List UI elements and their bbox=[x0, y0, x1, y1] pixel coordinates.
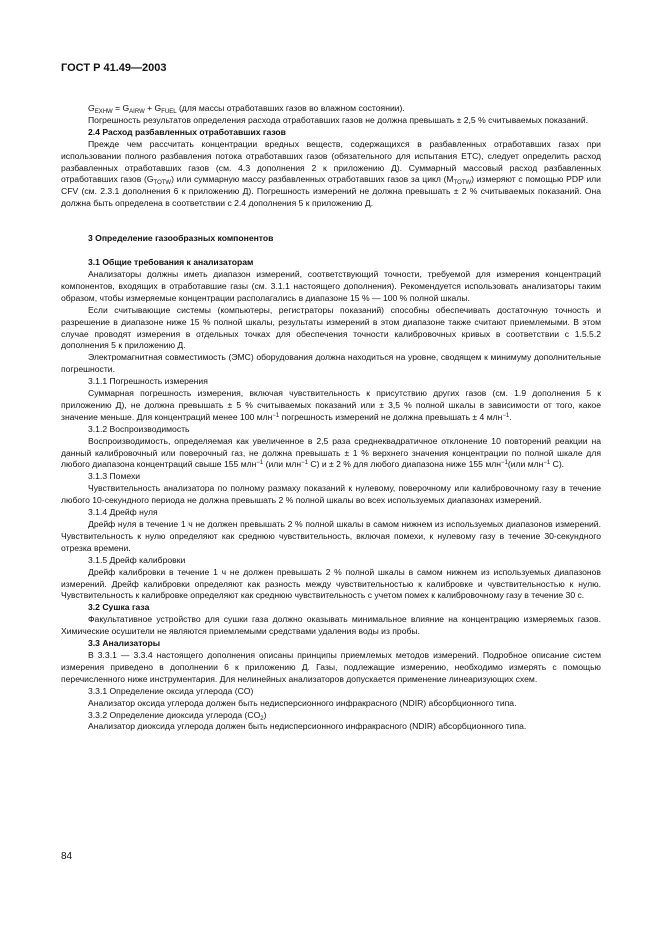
section-3-1-2-heading: 3.1.2 Воспроизводимость bbox=[88, 423, 190, 434]
section-3-3-text: В 3.3.1 — 3.3.4 настоящего дополнения описаны принципы приемлемых методов измерений. Подробное описание систем измерения приведено в дополнении 6 к приложению Д. Газы, подлежащие измерению, необходимо измерять с помощью перечисленного ниже инструментария. Для нелинейных анализаторов допускается применение линеаризующих схем. bbox=[61, 649, 601, 684]
exhaust-flow-formula: $G_{EXHW} = G_{AIRW} + G_{FUEL}$ (для массы отработавших газов во влажном состоянии). bbox=[88, 103, 405, 115]
section-3-1-1-text: Суммарная погрешность измерения, включая чувствительность к присутствию других газов (см. 1.9 дополнения 5 к приложению Д), не должна превышать ± 5 % считываемых показаний или ± 3,5 % полной шкалы в зависимости от того, какое значение меньше. Для концентраций менее 100 млн$^{-1}$ погрешность измерений не должна превышать ± 4 млн$^{-1}$. bbox=[61, 388, 601, 422]
section-3-2-text: Факультативное устройство для сушки газа должно оказывать минимальное влияние на концентрацию измеряемых газов. Химические осушители не являются приемлемыми средствами удаления воды из пробы. bbox=[61, 614, 601, 637]
section-3-1-paragraph: Если считывающие системы (компьютеры, регистраторы показаний) способны обеспечивать достаточную точность и разрешение в диапазоне ниже 15 % полной шкалы, результаты измерений в этом диапазоне также считают приемлемыми. В этом случае проводят измерения в отдельных точках для обеспечения точности калибровочных кривых в соответствии с 1.5.5.2 дополнения 5 к приложению Д. bbox=[61, 304, 601, 351]
section-3-3-1-heading: 3.3.1 Определение оксида углерода (CO) bbox=[88, 685, 254, 696]
document-body bbox=[61, 103, 601, 733]
section-3-1-5-heading: 3.1.5 Дрейф калибровки bbox=[88, 554, 186, 565]
section-3-1-4-heading: 3.1.4 Дрейф нуля bbox=[88, 507, 158, 518]
section-2-4-heading: 2.4 Расход разбавленных отработавших газов bbox=[88, 126, 286, 137]
accuracy-paragraph: Погрешность результатов определения расхода отработавших газов не должна превышать ± 2,5 % считываемых показаний. bbox=[88, 114, 589, 125]
section-2-4-text: Прежде чем рассчитать концентрации вредных веществ, содержащихся в разбавленных отработавших газах при использовании полного разбавления потока отработавших газов (обязательного для испытания ETC), следует определить расход разбавленных отработавших газов (см. 4.3 дополнения 2 к приложению Д). Суммарный массовый расход разбавленных отработавших газов $(G_{TOTW})$ или суммарную массу разбавленных отработавших газов за цикл $(M_{TOTW})$ измеряют с помощью PDP или CFV (см. 2.3.1 дополнения 6 к приложению Д). Погрешность измерений не должна превышать ± 2 % считываемых показаний. Она должна быть определена в соответствии с 2.4 дополнения 5 к приложению Д. bbox=[61, 138, 601, 209]
section-3-1-4-text: Дрейф нуля в течение 1 ч не должен превышать 2 % полной шкалы в самом нижнем из используемых диапазонов измерений. Чувствительность к нулю определяют как среднюю чувствительность, включая помехи, к нулевому газу в течение 30-секундного отрезка времени. bbox=[61, 519, 601, 553]
section-3-1-5-text: Дрейф калибровки в течение 1 ч не должен превышать 2 % полной шкалы в самом нижнем из используемых диапазонов измерений. Дрейф калибровки определяют как разность между чувствительностью к калибровке и чувствительностью к нулю. Чувствительность к калибровке определяют как среднюю чувствительность с учетом помех к калибровочному газу в течение 30 с. bbox=[61, 566, 601, 601]
document-header: ГОСТ Р 41.49—2003 bbox=[61, 62, 167, 74]
section-3-1-paragraph: Анализаторы должны иметь диапазон измерений, соответствующий точности, требуемой для измерения концентраций компонентов, входящих в отработавшие газы (см. 3.1.1 настоящего дополнения). Рекомендуется использовать анализаторы таким образом, чтобы измеряемые концентрации располагались в диапазоне 15 % — 100 % полной шкалы. bbox=[61, 268, 601, 303]
section-3-3-2-heading: 3.3.2 Определение диоксида углерода $(CO_2)$ bbox=[88, 709, 267, 722]
section-3-3-heading: 3.3 Анализаторы bbox=[88, 638, 161, 649]
section-3-1-2-text: Воспроизводимость, определяемая как увеличенное в 2,5 раза среднеквадратичное отклонение 10 повторений реакции на данный калибровочный или поверочный газ, не должна превышать ± 1 % верхнего значения концентрации по полной шкале для любого диапазона концентраций свыше 155 млн$^{-1}$ (или млн$^{-1}$ С) и ± 2 % для любого диапазона ниже 155 млн$^{-1}$(или млн$^{-1}$ С). bbox=[61, 435, 601, 470]
section-3-1-1-heading: 3.1.1 Погрешность измерения bbox=[88, 376, 208, 387]
section-3-1-heading: 3.1 Общие требования к анализаторам bbox=[88, 257, 254, 268]
section-3-1-3-heading: 3.1.3 Помехи bbox=[88, 471, 141, 482]
section-3-heading: 3 Определение газообразных компонентов bbox=[88, 233, 274, 244]
section-3-1-3-text: Чувствительность анализатора по полному размаху показаний к нулевому, поверочному или калибровочному газу в течение любого 10-секундного периода не должна превышать 2 % полной шкалы во всех используемых диапазонах измерений. bbox=[61, 483, 601, 506]
page-number: 84 bbox=[61, 851, 73, 862]
section-3-1-paragraph: Электромагнитная совместимость (ЭМС) оборудования должна находиться на уровне, сводящем к минимуму дополнительные погрешности. bbox=[61, 352, 601, 375]
section-3-3-2-text: Анализатор диоксида углерода должен быть недисперсионного инфракрасного (NDIR) абсорбционного типа. bbox=[88, 721, 527, 732]
section-3-3-1-text: Анализатор оксида углерода должен быть недисперсионного инфракрасного (NDIR) абсорбционного типа. bbox=[88, 697, 517, 708]
section-3-2-heading: 3.2 Сушка газа bbox=[88, 602, 150, 613]
